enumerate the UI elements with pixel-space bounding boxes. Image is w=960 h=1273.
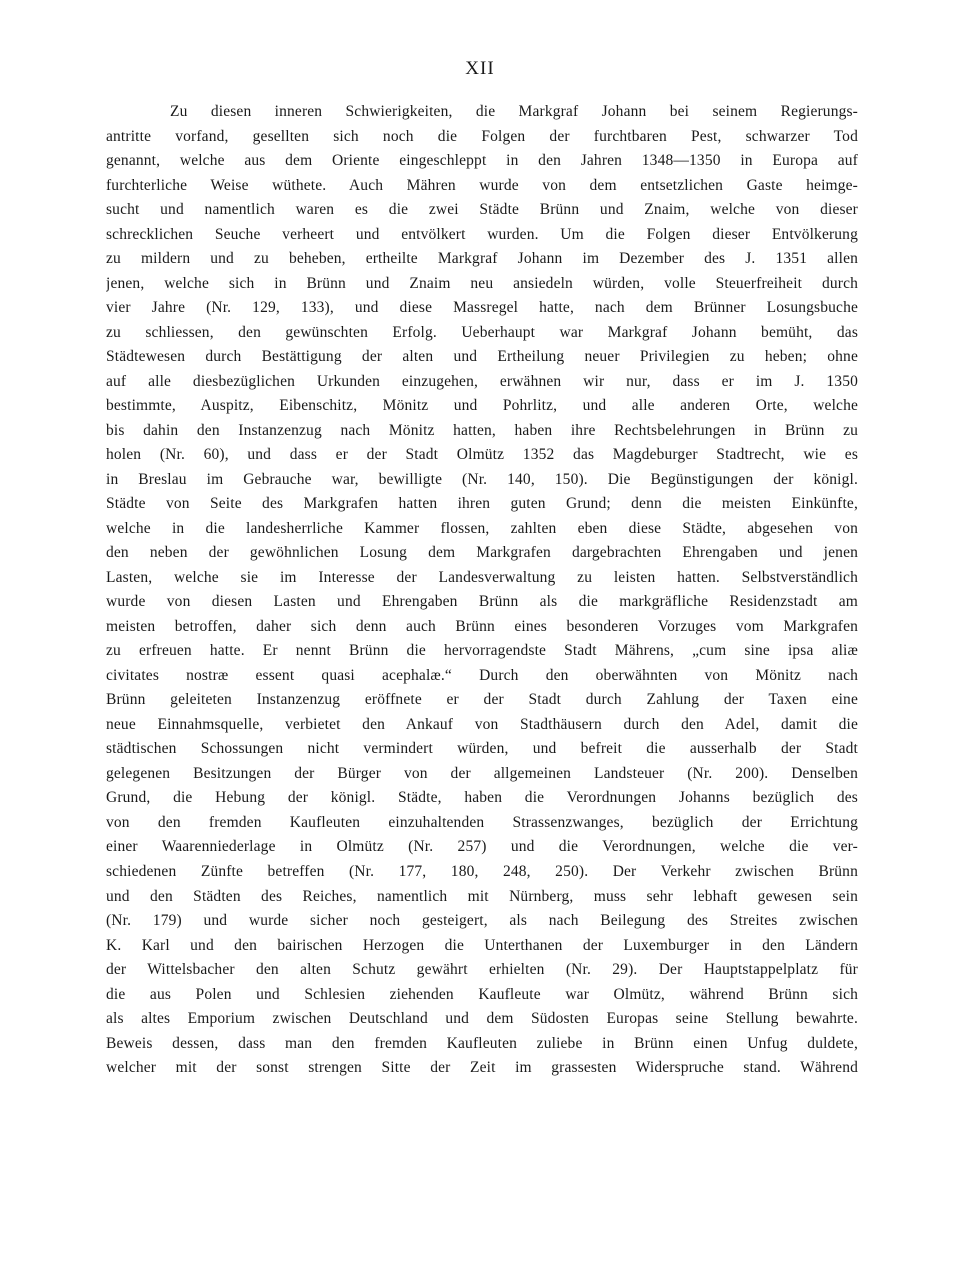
text-line: als altes Emporium zwischen Deutschland und dem Südosten Europas seine Stellung bewahrte.: [106, 1010, 858, 1028]
text-line: genannt, welche aus dem Oriente eingeschleppt in den Jahren 1348—1350 in Europa auf: [106, 152, 858, 170]
text-line: schiedenen Zünfte betreffen (Nr. 177, 180, 248, 250). Der Verkehr zwischen Brünn: [106, 862, 858, 880]
text-line: wurde von diesen Lasten und Ehrengaben Brünn als die markgräfliche Residenzstadt am: [106, 593, 858, 611]
text-line: Grund, die Hebung der königl. Städte, haben die Verordnungen Johanns bezüglich des: [106, 789, 858, 807]
text-line: auf alle diesbezüglichen Urkunden einzugehen, erwähnen wir nur, dass er im J. 1350: [106, 372, 858, 390]
text-line: K. Karl und den bairischen Herzogen die Unterthanen der Luxemburger in den Ländern: [106, 936, 858, 954]
text-line: antritte vorfand, gesellten sich noch die Folgen der furchtbaren Pest, schwarzer Tod: [106, 127, 858, 145]
text-line: welcher mit der sonst strengen Sitte der Zeit im grassesten Widerspruche stand. Während: [106, 1059, 858, 1077]
text-line: civitates nostræ essent quasi acephalæ.“ Durch den oberwähnten von Mönitz nach: [106, 666, 858, 684]
text-line: zu erfreuen hatte. Er nennt Brünn die hervorragendste Stadt Mährens, „cum sine ipsa aliæ: [106, 642, 858, 660]
text-line: Städtewesen durch Bestättigung der alten und Ertheilung neuer Privilegien zu heben; ohne: [106, 348, 858, 366]
text-line: von den fremden Kaufleuten einzuhaltenden Strassenzwanges, bezüglich der Errichtung: [106, 813, 858, 831]
page-number: XII: [465, 58, 495, 79]
text-line: städtischen Schossungen nicht vermindert würden, und befreit die ausserhalb der Stadt: [106, 740, 858, 758]
text-line: Zu diesen inneren Schwierigkeiten, die Markgraf Johann bei seinem Regierungs-: [170, 103, 858, 120]
text-line: bis dahin den Instanzenzug nach Mönitz hatten, haben ihre Rechtsbelehrungen in Brünn zu: [106, 421, 858, 439]
text-line: zu schliessen, den gewünschten Erfolg. Ueberhaupt war Markgraf Johann bemüht, das: [106, 323, 858, 341]
text-line: neue Einnahmsquelle, verbietet den Ankauf von Stadthäusern durch den Adel, damit die: [106, 715, 858, 733]
text-line: schrecklichen Seuche verheert und entvölkert wurden. Um die Folgen dieser Entvölkerung: [106, 225, 858, 243]
text-line: holen (Nr. 60), und dass er der Stadt Olmütz 1352 das Magdeburger Stadtrecht, wie es: [106, 446, 858, 464]
text-line: jenen, welche sich in Brünn und Znaim neu ansiedeln würden, volle Steuerfreiheit durch: [106, 274, 858, 292]
text-line: Städte von Seite des Markgrafen hatten ihren guten Grund; denn die meisten Einkünfte,: [106, 495, 858, 513]
text-line: und den Städten des Reiches, namentlich mit Nürnberg, muss sehr lebhaft gewesen sein: [106, 887, 858, 905]
text-line: vier Jahre (Nr. 129, 133), und diese Massregel hatte, nach dem Brünner Losungsbuche: [106, 299, 858, 317]
text-line: bestimmte, Auspitz, Eibenschitz, Mönitz und Pohrlitz, und alle anderen Orte, welche: [106, 397, 858, 415]
text-line: sucht und namentlich waren es die zwei Städte Brünn und Znaim, welche von dieser: [106, 201, 858, 219]
text-line: gelegenen Besitzungen der Bürger von der allgemeinen Landsteuer (Nr. 200). Denselben: [106, 764, 858, 782]
text-line: die aus Polen und Schlesien ziehenden Kaufleute war Olmütz, während Brünn sich: [106, 985, 858, 1003]
text-line: Lasten, welche sie im Interesse der Landesverwaltung zu leisten hatten. Selbstverständlich: [106, 568, 858, 586]
text-line: zu mildern und zu beheben, ertheilte Markgraf Johann im Dezember des J. 1351 allen: [106, 250, 858, 268]
text-line: Brünn geleiteten Instanzenzug eröffnete er der Stadt durch Zahlung der Taxen eine: [106, 691, 858, 709]
text-line: den neben der gewöhnlichen Losung dem Markgrafen dargebrachten Ehrengaben und jenen: [106, 544, 858, 562]
text-line: (Nr. 179) und wurde sicher noch gesteigert, als nach Beilegung des Streites zwischen: [106, 912, 858, 930]
body-paragraph: [106, 100, 858, 1081]
text-line: einer Waarenniederlage in Olmütz (Nr. 257) und die Verordnungen, welche die ver-: [106, 838, 858, 856]
text-line: furchterliche Weise wüthete. Auch Mähren wurde von dem entsetzlichen Gaste heimge-: [106, 176, 858, 194]
text-line: der Wittelsbacher den alten Schutz gewährt erhielten (Nr. 29). Der Hauptstappelplatz für: [106, 961, 858, 979]
text-line: meisten betroffen, daher sich denn auch Brünn eines besonderen Vorzuges vom Markgrafen: [106, 617, 858, 635]
text-line: welche in die landesherrliche Kammer flossen, zahlten eben diese Städte, abgesehen von: [106, 519, 858, 537]
text-line: in Breslau im Gebrauche war, bewilligte (Nr. 140, 150). Die Begünstigungen der königl.: [106, 470, 858, 488]
text-line: Beweis dessen, dass man den fremden Kaufleuten zuliebe in Brünn einen Unfug duldete,: [106, 1034, 858, 1052]
